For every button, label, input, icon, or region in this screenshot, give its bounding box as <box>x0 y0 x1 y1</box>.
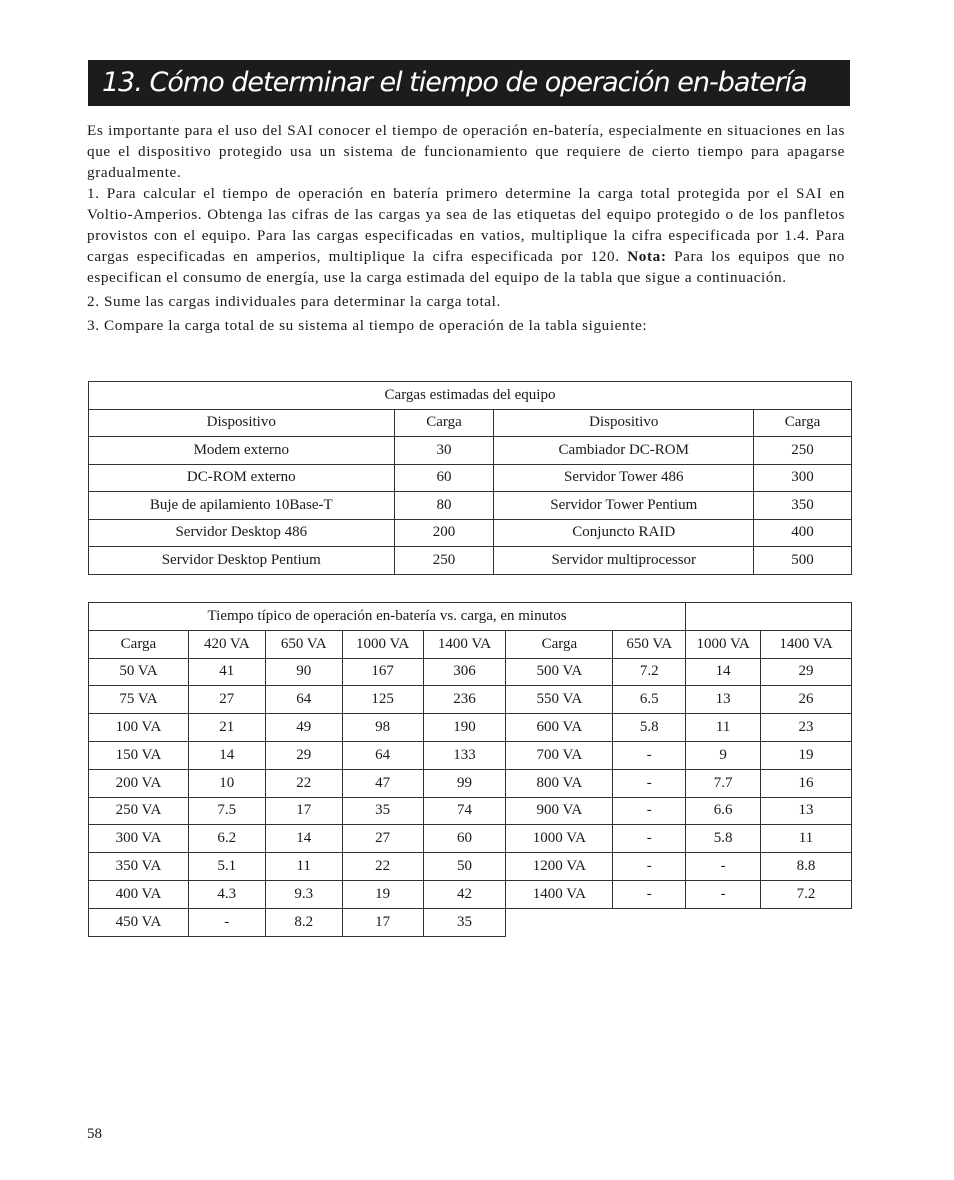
table-cell: 21 <box>188 714 265 742</box>
table-cell: 4.3 <box>188 880 265 908</box>
body-text <box>87 120 845 336</box>
table-row <box>89 908 852 936</box>
table-cell: 27 <box>342 825 423 853</box>
table-row <box>89 714 852 742</box>
table-cell: 350 <box>754 492 852 520</box>
table-cell: 14 <box>686 658 761 686</box>
table-cell: 190 <box>423 714 506 742</box>
table-cell: 350 VA <box>89 853 189 881</box>
table-row <box>89 797 852 825</box>
table-cell: 90 <box>265 658 342 686</box>
table-cell: 236 <box>423 686 506 714</box>
table-cell: 64 <box>265 686 342 714</box>
table-cell: 29 <box>761 658 852 686</box>
table-cell: 167 <box>342 658 423 686</box>
note-label: Nota: <box>627 248 667 265</box>
column-header: 650 VA <box>265 630 342 658</box>
table-row <box>89 464 852 492</box>
table-cell: 13 <box>761 797 852 825</box>
table-cell: 27 <box>188 686 265 714</box>
table-cell: 80 <box>394 492 494 520</box>
section-title-bar <box>88 60 850 106</box>
table-caption-spacer <box>686 603 852 631</box>
table-cell: 450 VA <box>89 908 189 936</box>
intro-paragraph: Es importante para el uso del SAI conocer el tiempo de operación en-batería, especialmente en situaciones en las que el dispositivo protegido usa un sistema de funcionamiento que requiere de cierto tiempo para apagarse gradualmente. <box>87 122 845 181</box>
table-cell: - <box>613 797 686 825</box>
table-cell: 400 <box>754 519 852 547</box>
table-header-row <box>89 630 852 658</box>
table-cell: 74 <box>423 797 506 825</box>
table-row <box>89 853 852 881</box>
table-cell: 35 <box>423 908 506 936</box>
table-cell: 900 VA <box>506 797 613 825</box>
table-cell: - <box>686 853 761 881</box>
table-row <box>89 492 852 520</box>
table-cell: Buje de apilamiento 10Base-T <box>89 492 395 520</box>
table-cell: 200 <box>394 519 494 547</box>
table-cell: 6.5 <box>613 686 686 714</box>
table-cell: 47 <box>342 769 423 797</box>
column-header: Carga <box>754 409 852 437</box>
table-cell: 5.8 <box>686 825 761 853</box>
table-cell: 50 VA <box>89 658 189 686</box>
table-cell: Servidor Tower 486 <box>494 464 754 492</box>
table-cell: 7.2 <box>613 658 686 686</box>
table-cell: 700 VA <box>506 741 613 769</box>
table-cell: Modem externo <box>89 437 395 465</box>
column-header: 1400 VA <box>423 630 506 658</box>
table-cell: 35 <box>342 797 423 825</box>
table-caption: Tiempo típico de operación en-batería vs. carga, en minutos <box>89 603 686 631</box>
column-header: 1400 VA <box>761 630 852 658</box>
empty-cell <box>506 908 852 936</box>
table-cell: - <box>613 880 686 908</box>
table-cell: - <box>613 825 686 853</box>
table-cell: 1200 VA <box>506 853 613 881</box>
table-cell: 5.8 <box>613 714 686 742</box>
table-cell: 17 <box>265 797 342 825</box>
table-row <box>89 437 852 465</box>
table-cell: 200 VA <box>89 769 189 797</box>
table-cell: 550 VA <box>506 686 613 714</box>
table-cell: - <box>613 853 686 881</box>
table-row <box>89 658 852 686</box>
table-cell: 41 <box>188 658 265 686</box>
table-cell: 300 VA <box>89 825 189 853</box>
table-caption-row <box>89 603 852 631</box>
table-cell: 500 VA <box>506 658 613 686</box>
table-cell: - <box>613 769 686 797</box>
table-cell: 17 <box>342 908 423 936</box>
table-row <box>89 769 852 797</box>
table-cell: 250 VA <box>89 797 189 825</box>
table-cell: - <box>686 880 761 908</box>
table-cell: 250 <box>754 437 852 465</box>
table-row <box>89 686 852 714</box>
table-cell: 23 <box>761 714 852 742</box>
table-caption-row <box>89 382 852 410</box>
page-title: 13. Cómo determinar el tiempo de operación en-batería <box>102 67 807 98</box>
table-cell: 133 <box>423 741 506 769</box>
table-cell: 7.2 <box>761 880 852 908</box>
table-cell: 14 <box>265 825 342 853</box>
table-cell: 800 VA <box>506 769 613 797</box>
table-cell: 7.7 <box>686 769 761 797</box>
table-cell: 49 <box>265 714 342 742</box>
table-cell: 22 <box>265 769 342 797</box>
column-header: 1000 VA <box>342 630 423 658</box>
runtime-table <box>88 602 852 937</box>
column-header: 1000 VA <box>686 630 761 658</box>
table-cell: 11 <box>265 853 342 881</box>
step-2-paragraph: 2. Sume las cargas individuales para determinar la carga total. <box>87 293 501 310</box>
equipment-load-table <box>88 381 852 575</box>
table-cell: 75 VA <box>89 686 189 714</box>
column-header: Dispositivo <box>494 409 754 437</box>
table-cell: 10 <box>188 769 265 797</box>
table-cell: 6.2 <box>188 825 265 853</box>
table-cell: 60 <box>394 464 494 492</box>
table-header-row <box>89 409 852 437</box>
step-1-text: 1. Para calcular el tiempo de operación en batería primero determine la carga total protegida por el SAI en Voltio-Amperios. Obtenga las cifras de las cargas ya sea de las etiquetas del equipo protegido o de los panfletos provistos con el equipo. Para las cargas especificadas en vatios, multiplique la cifra especificada por 1.4. Para cargas especificadas en amperios, multiplique la cifra especificada por 120. <box>87 185 845 265</box>
step-3-paragraph: 3. Compare la carga total de su sistema al tiempo de operación de la tabla siguiente: <box>87 317 648 334</box>
table-cell: 29 <box>265 741 342 769</box>
table-cell: 300 <box>754 464 852 492</box>
table-cell: Conjuncto RAID <box>494 519 754 547</box>
table-cell: 8.8 <box>761 853 852 881</box>
column-header: Carga <box>89 630 189 658</box>
table-cell: 26 <box>761 686 852 714</box>
table-cell: 30 <box>394 437 494 465</box>
table-cell: 14 <box>188 741 265 769</box>
table-row <box>89 741 852 769</box>
table-cell: 7.5 <box>188 797 265 825</box>
column-header: Carga <box>394 409 494 437</box>
table-cell: 11 <box>686 714 761 742</box>
table-cell: 9 <box>686 741 761 769</box>
table-cell: 11 <box>761 825 852 853</box>
table-cell: 9.3 <box>265 880 342 908</box>
table-cell: 100 VA <box>89 714 189 742</box>
table-cell: 500 <box>754 547 852 575</box>
table-cell: 42 <box>423 880 506 908</box>
step-1-note-text: Para los equipos que no especifican el consumo de energía, use la carga estimada del equipo de la tabla que sigue a continuación. <box>87 248 845 286</box>
table-cell: 400 VA <box>89 880 189 908</box>
table-cell: Servidor Tower Pentium <box>494 492 754 520</box>
table-caption: Cargas estimadas del equipo <box>89 382 852 410</box>
table-cell: 8.2 <box>265 908 342 936</box>
table-cell: Servidor Desktop Pentium <box>89 547 395 575</box>
table-cell: 600 VA <box>506 714 613 742</box>
table-cell: 13 <box>686 686 761 714</box>
table-cell: 6.6 <box>686 797 761 825</box>
table-cell: DC-ROM externo <box>89 464 395 492</box>
table-row <box>89 825 852 853</box>
table-cell: 16 <box>761 769 852 797</box>
column-header: 420 VA <box>188 630 265 658</box>
page-number: 58 <box>87 1126 102 1142</box>
table-cell: Cambiador DC-ROM <box>494 437 754 465</box>
table-cell: 50 <box>423 853 506 881</box>
table-cell: 60 <box>423 825 506 853</box>
table-row <box>89 880 852 908</box>
table-row <box>89 519 852 547</box>
table-cell: 19 <box>342 880 423 908</box>
table-cell: 22 <box>342 853 423 881</box>
table-cell: 125 <box>342 686 423 714</box>
table-row <box>89 547 852 575</box>
table-cell: 64 <box>342 741 423 769</box>
table-cell: 1400 VA <box>506 880 613 908</box>
table-cell: 99 <box>423 769 506 797</box>
table-cell: - <box>613 741 686 769</box>
table-cell: 98 <box>342 714 423 742</box>
table-cell: 5.1 <box>188 853 265 881</box>
column-header: Dispositivo <box>89 409 395 437</box>
table-cell: Servidor Desktop 486 <box>89 519 395 547</box>
table-cell: 19 <box>761 741 852 769</box>
table-cell: Servidor multiprocessor <box>494 547 754 575</box>
column-header: 650 VA <box>613 630 686 658</box>
table-cell: 150 VA <box>89 741 189 769</box>
table-cell: 1000 VA <box>506 825 613 853</box>
table-cell: 306 <box>423 658 506 686</box>
column-header: Carga <box>506 630 613 658</box>
table-cell: - <box>188 908 265 936</box>
table-cell: 250 <box>394 547 494 575</box>
step-1-paragraph <box>87 183 845 288</box>
